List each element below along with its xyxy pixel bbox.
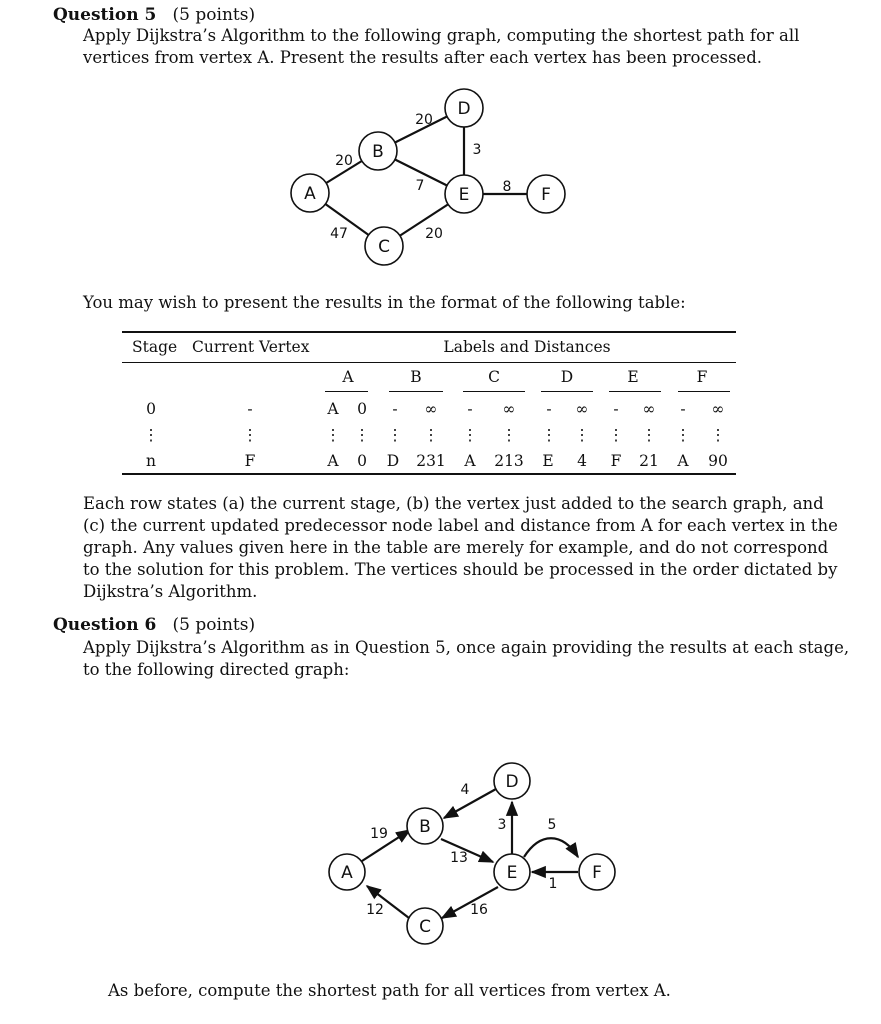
q5-node-b-label: B <box>372 142 384 162</box>
table-col-c: C <box>488 368 500 386</box>
q5-results-table <box>122 331 736 474</box>
dots: ⋮ <box>501 426 517 444</box>
q6-points: (5 points) <box>172 615 256 635</box>
q5-graph <box>0 0 881 290</box>
explain-line: graph. Any values given here in the table are merely for example, and do not correspond <box>83 538 829 557</box>
dots: ⋮ <box>462 426 478 444</box>
col-a-underline <box>325 391 368 392</box>
q6-weight-f-e: 1 <box>548 876 558 892</box>
q6-header <box>53 615 255 635</box>
q6-weight-e-f: 5 <box>547 817 557 833</box>
rown-cell: A <box>464 452 476 470</box>
dots: ⋮ <box>608 426 624 444</box>
q5-text-line2: vertices from vertex A. Present the results after each vertex has been processed. <box>83 48 763 67</box>
dots: ⋮ <box>574 426 590 444</box>
q5-weight-b-d: 20 <box>415 112 433 128</box>
row0-cell: A <box>327 400 339 418</box>
rown-cell: F <box>610 452 622 470</box>
rown-cell: D <box>386 452 400 470</box>
q6-weight-e-d: 3 <box>497 817 507 833</box>
q6-text-line1: Apply Dijkstra’s Algorithm as in Question 5, once again providing the results at each stage, <box>83 638 850 657</box>
col-c-underline <box>463 391 525 392</box>
row0-cell: ∞ <box>424 400 438 418</box>
q5-weight-d-e: 3 <box>472 142 482 158</box>
row0-cell: - <box>613 400 619 418</box>
q5-weight-a-b: 20 <box>335 153 353 169</box>
rown-stage: n <box>146 452 156 470</box>
q5-weight-b-e: 7 <box>415 178 425 194</box>
explain-line: to the solution for this problem. The vertices should be processed in the order dictated by <box>83 560 838 579</box>
rown-current: F <box>244 452 256 470</box>
dots: ⋮ <box>143 426 159 444</box>
rown-cell: 90 <box>708 452 728 470</box>
table-col-f: F <box>696 368 708 386</box>
row0-cell: - <box>680 400 686 418</box>
rown-cell: 21 <box>639 452 659 470</box>
q6-edge-e-f <box>524 838 578 857</box>
q6-text-line2: to the following directed graph: <box>83 660 350 679</box>
explain-line: (c) the current updated predecessor node label and distance from A for each vertex in the <box>83 516 838 535</box>
table-header-labels: Labels and Distances <box>443 338 611 356</box>
dots: ⋮ <box>675 426 691 444</box>
rown-cell: E <box>542 452 554 470</box>
table-header-current: Current Vertex <box>192 338 310 356</box>
q6-node-e-label: E <box>506 863 518 883</box>
q6-node-b-label: B <box>419 817 431 837</box>
rown-cell: A <box>677 452 689 470</box>
q6-weight-a-b: 19 <box>370 826 388 842</box>
q6-graph <box>0 740 881 960</box>
q5-node-d-label: D <box>457 99 471 119</box>
q6-label: Question 6 <box>53 615 157 635</box>
q5-text-line1: Apply Dijkstra’s Algorithm to the following graph, computing the shortest path for all <box>83 26 800 45</box>
table-bottom-rule <box>122 473 736 475</box>
q6-edge-d-b <box>444 789 496 818</box>
q6-footer: As before, compute the shortest path for all vertices from vertex A. <box>108 981 671 1000</box>
rown-cell: 213 <box>494 452 524 470</box>
q5-points: (5 points) <box>172 5 256 25</box>
col-e-underline <box>609 391 661 392</box>
row0-cell: ∞ <box>502 400 516 418</box>
row0-stage: 0 <box>146 400 156 418</box>
dots: ⋮ <box>354 426 370 444</box>
col-d-underline <box>541 391 593 392</box>
table-col-e: E <box>627 368 639 386</box>
q6-node-d-label: D <box>505 772 519 792</box>
q6-weight-d-b: 4 <box>460 782 470 798</box>
dots: ⋮ <box>641 426 657 444</box>
row0-cell: 0 <box>357 400 367 418</box>
dots: ⋮ <box>242 426 258 444</box>
table-col-d: D <box>560 368 574 386</box>
table-col-a: A <box>342 368 354 386</box>
q6-weight-b-e: 13 <box>450 850 468 866</box>
rown-cell: A <box>327 452 339 470</box>
dots: ⋮ <box>541 426 557 444</box>
q5-node-c-label: C <box>378 237 390 257</box>
q5-label: Question 5 <box>53 5 157 25</box>
dots: ⋮ <box>387 426 403 444</box>
q6-node-a-label: A <box>341 863 353 883</box>
q5-weight-a-c: 47 <box>330 226 348 242</box>
rown-cell: 0 <box>357 452 367 470</box>
table-col-b: B <box>410 368 422 386</box>
rown-cell: 231 <box>416 452 446 470</box>
col-b-underline <box>389 391 443 392</box>
q6-node-c-label: C <box>419 917 431 937</box>
row0-cell: ∞ <box>642 400 656 418</box>
q5-node-f-label: F <box>541 185 551 205</box>
q5-weight-c-e: 20 <box>425 226 443 242</box>
row0-current: - <box>247 400 253 418</box>
row0-cell: - <box>392 400 398 418</box>
table-top-rule <box>122 331 736 333</box>
row0-cell: ∞ <box>711 400 725 418</box>
table-header-rule <box>122 362 736 363</box>
row0-cell: - <box>467 400 473 418</box>
q5-node-a-label: A <box>304 184 316 204</box>
explain-line: Each row states (a) the current stage, (b) the vertex just added to the search graph, and <box>83 494 824 513</box>
q6-node-f-label: F <box>592 863 602 883</box>
table-header-stage: Stage <box>132 338 178 356</box>
dots: ⋮ <box>423 426 439 444</box>
q6-weight-c-a: 12 <box>366 902 384 918</box>
q5-format-note: You may wish to present the results in the format of the following table: <box>83 293 686 312</box>
col-f-underline <box>678 391 730 392</box>
explain-line: Dijkstra’s Algorithm. <box>83 582 258 601</box>
row0-cell: ∞ <box>575 400 589 418</box>
q5-weight-e-f: 8 <box>502 179 512 195</box>
dots: ⋮ <box>710 426 726 444</box>
dots: ⋮ <box>325 426 341 444</box>
q6-weight-e-c: 16 <box>470 902 488 918</box>
q5-node-e-label: E <box>458 185 470 205</box>
rown-cell: 4 <box>577 452 587 470</box>
row0-cell: - <box>546 400 552 418</box>
